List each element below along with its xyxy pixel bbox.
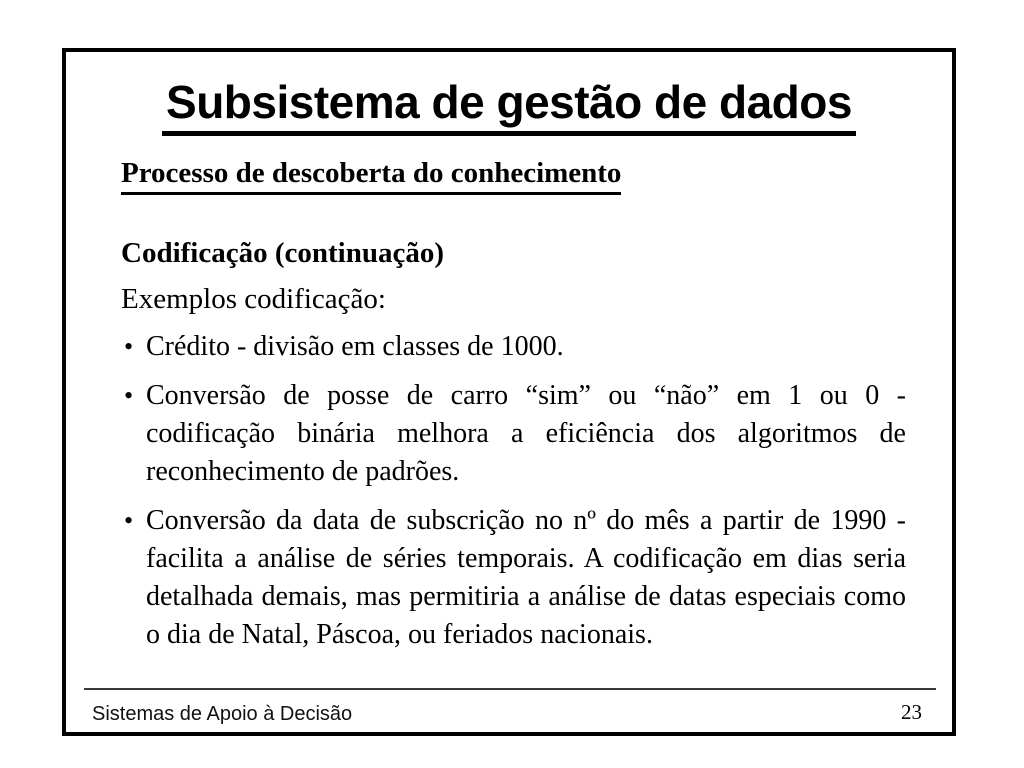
section-heading: Processo de descoberta do conhecimento: [121, 158, 621, 195]
footer-divider: [84, 688, 936, 690]
list-item: [124, 377, 906, 491]
bullet-text-conversao-carro: Conversão de posse de carro “sim” ou “não” em 1 ou 0 - codificação binária melhora a eficiência dos algoritmos de reconhecimento de padrões.: [146, 380, 906, 487]
intro-text: Exemplos codificação:: [121, 283, 386, 315]
bullet-icon: •: [124, 506, 134, 535]
slide-frame: [62, 48, 956, 736]
slide-title: Subsistema de gestão de dados: [162, 78, 856, 136]
page-number: 23: [901, 700, 922, 724]
section-heading-row: [121, 158, 621, 195]
slide-title-row: [66, 78, 952, 136]
bullet-text-conversao-data: Conversão da data de subscrição no nº do mês a partir de 1990 - facilita a análise de séries temporais. A codificação em dias seria detalhada demais, mas permitiria a análise de datas especiais como o dia de Natal, Páscoa, ou feriados nacionais.: [146, 505, 906, 650]
slide-content: [66, 52, 952, 732]
bullet-icon: •: [124, 332, 134, 361]
bullet-text-credito: Crédito - divisão em classes de 1000.: [146, 331, 564, 362]
footer-course-name: Sistemas de Apoio à Decisão: [92, 703, 353, 725]
list-item: [124, 502, 906, 654]
list-item: [124, 328, 906, 366]
bullet-icon: •: [124, 381, 134, 410]
bullet-list: [124, 328, 906, 665]
subheading: Codificação (continuação): [121, 237, 444, 269]
